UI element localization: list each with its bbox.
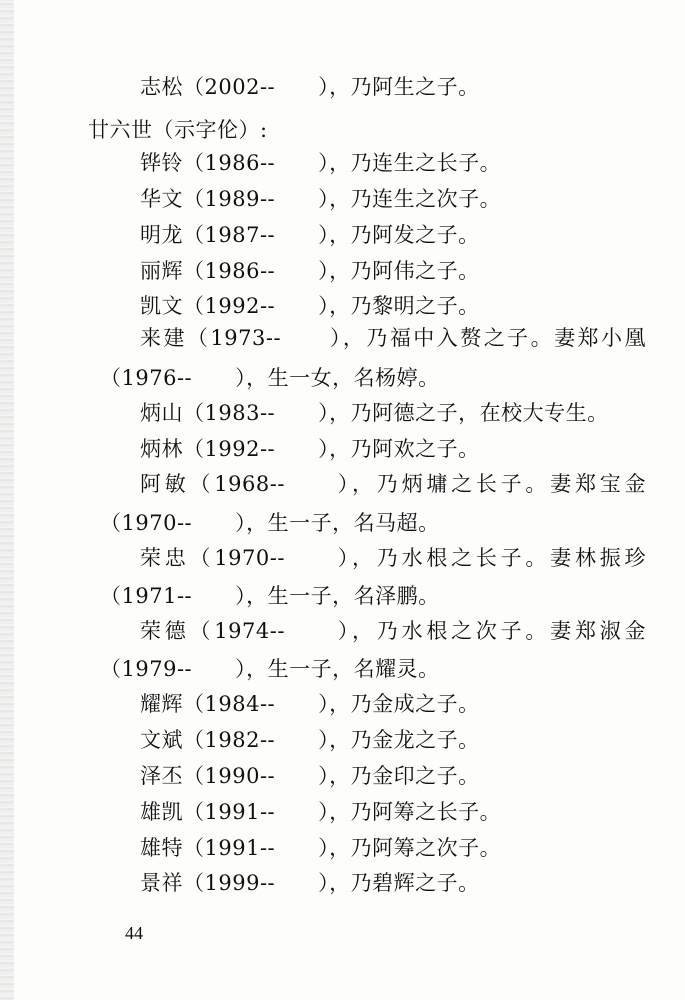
entry-hualing: 铧铃（1986-- ），乃连生之长子。 [140,151,502,175]
entry-zhisong: 志松（2002-- ），乃阿生之子。 [140,75,480,99]
entry-rongde: 荣德（1974-- ），乃水根之次子。妻郑淑金 [140,619,646,643]
entry-minglong: 明龙（1987-- ），乃阿发之子。 [140,223,480,247]
entry-yaohui: 耀辉（1984-- ），乃金成之子。 [140,692,480,716]
entry-rongzhong: 荣忠（1970-- ），乃水根之长子。妻林振珍 [140,546,646,570]
generation-heading: 廿六世（示字伦）: [88,118,268,142]
entry-rongde-continued: （1979-- ），生一子，名耀灵。 [100,657,440,681]
entry-amin-continued: （1970-- ），生一子，名马超。 [100,511,440,535]
entry-rongzhong-continued: （1971-- ），生一子，名泽鹏。 [100,584,440,608]
entry-wenbin: 文斌（1982-- ），乃金龙之子。 [140,728,480,752]
entry-jingxiang: 景祥（1999-- ），乃碧辉之子。 [140,871,480,895]
entry-laijian-continued: （1976-- ），生一女，名杨婷。 [100,366,440,390]
scan-edge-shadow [0,0,14,1000]
entry-huawen: 华文（1989-- ），乃连生之次子。 [140,187,502,211]
page-number: 44 [125,923,143,943]
entry-amin: 阿敏（1968-- ），乃炳墉之长子。妻郑宝金 [140,472,646,496]
entry-laijian: 来建（1973-- ），乃福中入赘之子。妻郑小凰 [140,326,646,350]
entry-bingshan: 炳山（1983-- ），乃阿德之子，在校大专生。 [140,401,609,425]
entry-binglin: 炳林（1992-- ），乃阿欢之子。 [140,437,480,461]
entry-xiongte: 雄特（1991-- ），乃阿筹之次子。 [140,836,502,860]
entry-kaiwen: 凯文（1992-- ），乃黎明之子。 [140,294,480,318]
entry-lihui: 丽辉（1986-- ），乃阿伟之子。 [140,259,480,283]
entry-xiongkai: 雄凯（1991-- ），乃阿筹之长子。 [140,800,502,824]
entry-zepi: 泽丕（1990-- ），乃金印之子。 [140,764,480,788]
